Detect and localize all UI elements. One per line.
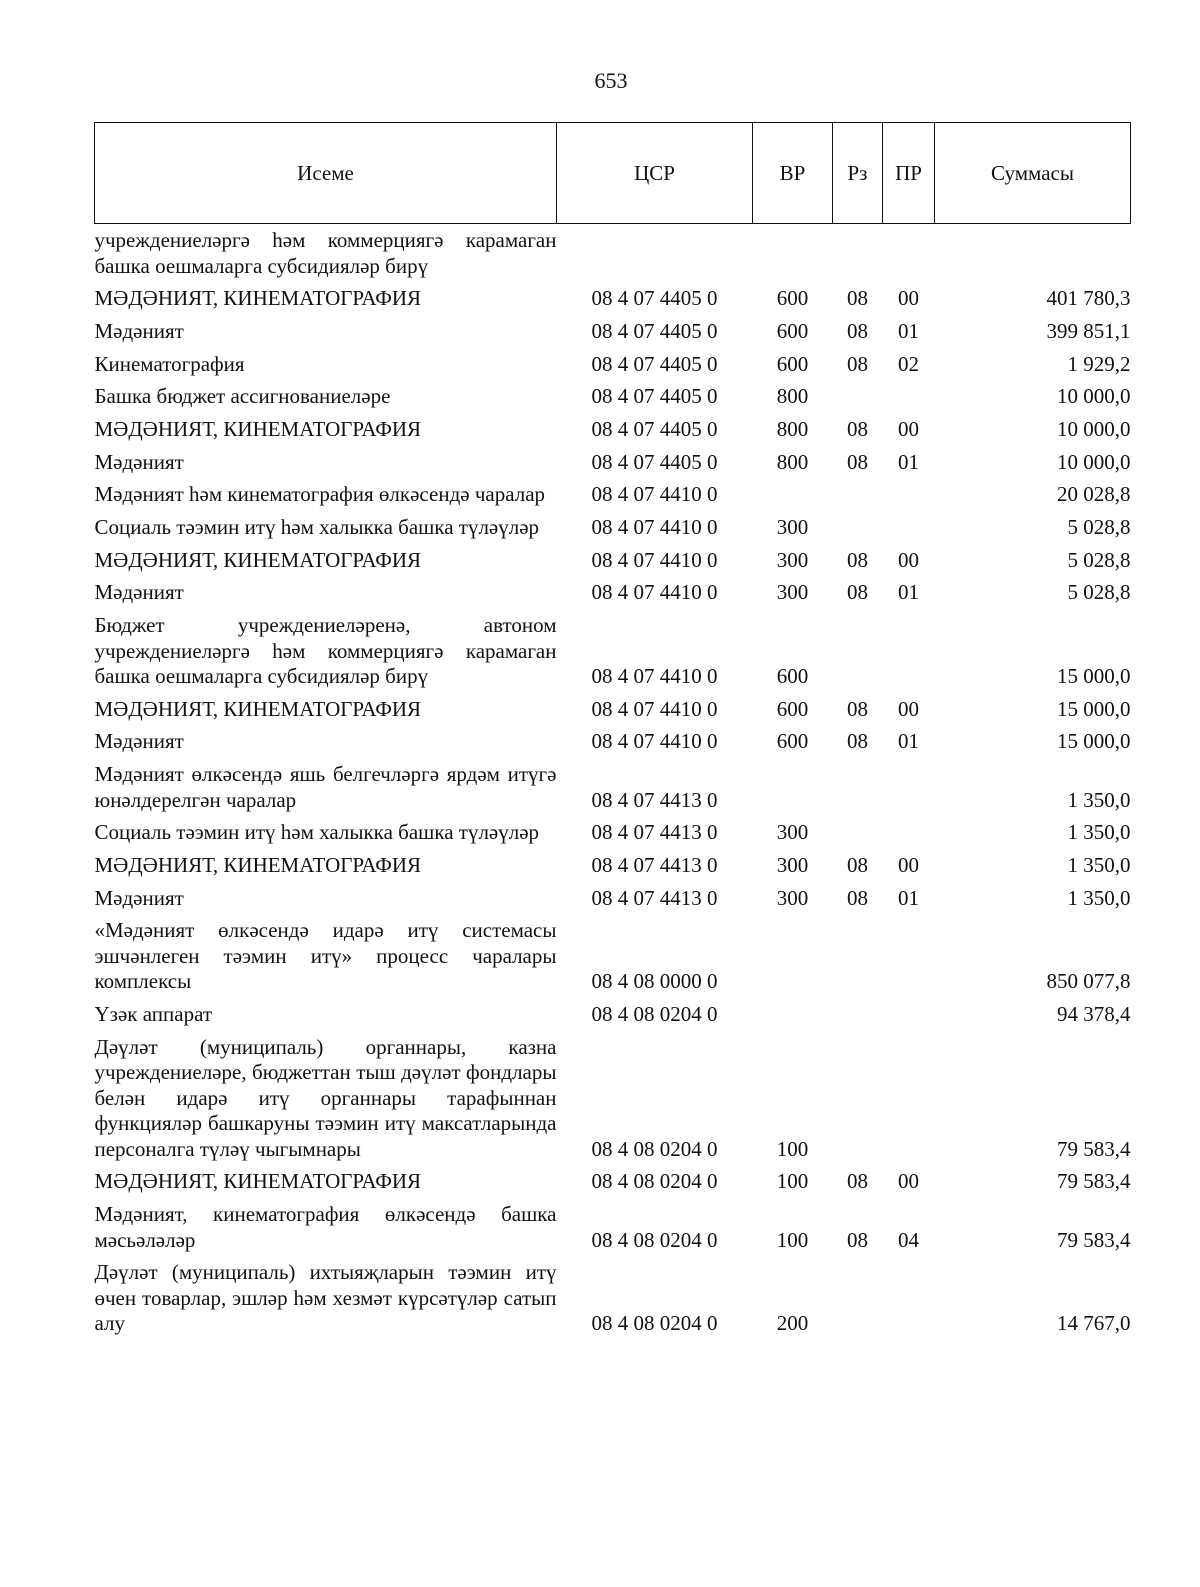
rz-cell: 08 [847,286,868,311]
table-row [95,1031,1131,1166]
csr-cell: 08 4 07 4410 0 [591,482,718,507]
csr-cell: 08 4 07 4410 0 [591,729,718,754]
page-number: 653 [594,68,628,93]
sum-cell: 5 028,8 [1067,515,1131,539]
vr-cell: 300 [776,515,809,539]
pr-cell [883,1031,935,1166]
pr-cell: 00 [898,286,919,311]
rz-cell [833,381,883,414]
rz-cell: 08 [847,318,868,343]
table-row [95,609,1131,693]
vr-cell: 800 [776,449,809,474]
column-header-vr: ВР [753,123,833,224]
csr-cell: 08 4 07 4405 0 [591,286,718,311]
rz-cell: 08 [847,547,868,572]
sum-cell: 14 767,0 [1057,1311,1131,1336]
table-row [95,726,1131,759]
sum-cell [935,224,1131,283]
csr-cell: 08 4 07 4413 0 [591,787,718,812]
sum-cell: 94 378,4 [1057,1002,1131,1027]
sum-cell: 399 851,1 [1046,318,1131,343]
table-row [95,446,1131,479]
pr-cell [883,915,935,999]
vr-cell: 600 [776,696,809,721]
sum-cell: 5 028,8 [1067,547,1131,572]
name-cell: Социаль тәэмин итү һәм халыкка башка түләүләр [94,515,540,539]
rz-cell [833,915,883,999]
table-row [95,1166,1131,1199]
rz-cell: 08 [847,853,868,877]
name-cell: МӘДӘНИЯТ, КИНЕМАТОГРАФИЯ [94,853,422,877]
table-row [95,759,1131,817]
pr-cell: 00 [898,1169,919,1194]
sum-cell: 10 000,0 [1057,384,1131,409]
name-cell: Башка бюджет ассигнованиеләре [94,384,391,409]
pr-cell: 01 [898,580,919,605]
rz-cell [833,511,883,544]
vr-cell: 300 [776,580,809,605]
rz-cell [833,998,883,1031]
name-cell: Дәүләт (муниципаль) ихтыяҗларын тәэмин итү өчен товарлар, эшләр һәм хезмәт күрсәтүләр сатып алу [94,1260,557,1336]
csr-cell: 08 4 07 4410 0 [591,664,718,689]
sum-cell: 5 028,8 [1067,580,1131,605]
table-row [95,544,1131,577]
table-row [95,283,1131,316]
rz-cell: 08 [847,729,868,754]
rz-cell [833,479,883,512]
vr-cell: 100 [776,1136,809,1161]
sum-cell: 1 929,2 [1067,351,1131,376]
column-header-name: Исеме [95,123,557,224]
pr-cell: 00 [898,547,919,572]
sum-cell: 1 350,0 [1067,820,1131,845]
pr-cell: 00 [898,696,919,721]
csr-cell [557,224,753,283]
vr-cell [753,224,833,283]
vr-cell: 600 [776,351,809,376]
table-row [95,224,1131,283]
sum-cell: 15 000,0 [1057,664,1131,689]
table-row [95,1257,1131,1341]
vr-cell: 800 [776,416,809,441]
name-cell: МӘДӘНИЯТ, КИНЕМАТОГРАФИЯ [94,696,422,721]
rz-cell: 08 [847,580,868,605]
vr-cell [753,915,833,999]
rz-cell [833,609,883,693]
csr-cell: 08 4 07 4413 0 [591,820,718,845]
pr-cell [883,998,935,1031]
name-cell: Мәдәният [94,885,184,910]
rz-cell: 08 [847,351,868,376]
rz-cell [833,1031,883,1166]
vr-cell [753,759,833,817]
pr-cell [883,609,935,693]
rz-cell: 08 [847,1227,868,1252]
csr-cell: 08 4 08 0204 0 [591,1002,718,1027]
sum-cell: 1 350,0 [1067,853,1131,877]
name-cell: Мәдәният һәм кинематография өлкәсендә чаралар [94,482,546,507]
vr-cell: 200 [776,1311,809,1336]
table-row [95,315,1131,348]
pr-cell [883,511,935,544]
csr-cell: 08 4 08 0204 0 [591,1169,718,1194]
vr-cell: 800 [776,384,809,409]
table-row [95,479,1131,512]
column-header-rz: Рз [833,123,883,224]
pr-cell [883,224,935,283]
name-cell: Үзәк аппарат [94,1002,213,1027]
csr-cell: 08 4 08 0204 0 [591,1311,718,1336]
sum-cell: 79 583,4 [1057,1136,1131,1161]
sum-cell: 79 583,4 [1057,1169,1131,1194]
sum-cell: 850 077,8 [1046,969,1131,994]
csr-cell: 08 4 07 4410 0 [591,515,718,539]
rz-cell [833,224,883,283]
csr-cell: 08 4 08 0000 0 [591,969,718,994]
sum-cell: 1 350,0 [1067,885,1131,910]
vr-cell: 300 [776,853,809,877]
csr-cell: 08 4 07 4405 0 [591,449,718,474]
sum-cell: 79 583,4 [1057,1227,1131,1252]
csr-cell: 08 4 08 0204 0 [591,1136,718,1161]
rz-cell: 08 [847,416,868,441]
vr-cell: 600 [776,318,809,343]
rz-cell: 08 [847,885,868,910]
table-row [95,511,1131,544]
csr-cell: 08 4 07 4405 0 [591,318,718,343]
name-cell: учреждениеләргә һәм коммерциягә карамаган башка оешмаларга субсидияләр бирү [94,228,557,278]
table-row [95,998,1131,1031]
column-header-csr: ЦСР [557,123,753,224]
csr-cell: 08 4 07 4410 0 [591,547,718,572]
rz-cell: 08 [847,1169,868,1194]
pr-cell: 04 [898,1227,919,1252]
vr-cell: 100 [776,1227,809,1252]
budget-table [94,122,1131,1340]
vr-cell [753,998,833,1031]
column-header-sum: Суммасы [935,123,1131,224]
pr-cell [883,1257,935,1341]
pr-cell: 01 [898,885,919,910]
sum-cell: 20 028,8 [1057,482,1131,507]
vr-cell: 600 [776,729,809,754]
rz-cell [833,817,883,850]
name-cell: Мәдәният [94,449,184,474]
vr-cell: 300 [776,885,809,910]
csr-cell: 08 4 07 4410 0 [591,580,718,605]
csr-cell: 08 4 07 4405 0 [591,416,718,441]
table-body [95,224,1131,1341]
csr-cell: 08 4 07 4410 0 [591,696,718,721]
column-header-pr: ПР [883,123,935,224]
sum-cell: 10 000,0 [1057,416,1131,441]
name-cell: Мәдәният өлкәсендә яшь белгечләргә ярдәм итүгә юнәлдерелгән чаралар [94,762,557,812]
table-row [95,882,1131,915]
vr-cell: 300 [776,547,809,572]
table-header-row [95,123,1131,224]
vr-cell: 300 [776,820,809,845]
name-cell: Мәдәният [94,580,184,605]
sum-cell: 401 780,3 [1046,286,1131,311]
pr-cell: 01 [898,729,919,754]
name-cell: Мәдәният, кинематография өлкәсендә башка мәсьәләләр [94,1202,557,1252]
table-row [95,381,1131,414]
csr-cell: 08 4 07 4413 0 [591,853,718,877]
name-cell: Мәдәният [94,729,184,754]
sum-cell: 1 350,0 [1067,787,1131,812]
rz-cell: 08 [847,449,868,474]
csr-cell: 08 4 07 4405 0 [591,384,718,409]
pr-cell: 01 [898,449,919,474]
pr-cell: 01 [898,318,919,343]
pr-cell: 00 [898,853,919,877]
table-row [95,1199,1131,1257]
rz-cell: 08 [847,696,868,721]
table-row [95,915,1131,999]
name-cell: Дәүләт (муниципаль) органнары, казна учреждениеләре, бюджеттан тыш дәүләт фондлары белән идарә итү органнары тарафыннан функцияләр башкаруны тәэмин итү максатларында персоналга түләү чыгымнары [94,1034,557,1161]
pr-cell [883,479,935,512]
name-cell: Мәдәният [94,318,184,343]
name-cell: «Мәдәният өлкәсендә идарә итү системасы эшчәнлеген тәэмин итү» процесс чаралары комплексы [94,918,557,994]
pr-cell: 02 [898,351,919,376]
vr-cell [753,479,833,512]
pr-cell [883,817,935,850]
name-cell: МӘДӘНИЯТ, КИНЕМАТОГРАФИЯ [94,416,422,441]
table-row [95,817,1131,850]
rz-cell [833,1257,883,1341]
pr-cell [883,759,935,817]
sum-cell: 15 000,0 [1057,729,1131,754]
name-cell: МӘДӘНИЯТ, КИНЕМАТОГРАФИЯ [94,547,422,572]
vr-cell: 600 [776,664,809,689]
pr-cell [883,381,935,414]
csr-cell: 08 4 07 4405 0 [591,351,718,376]
table-row [95,577,1131,610]
pr-cell: 00 [898,416,919,441]
table-row [95,693,1131,726]
vr-cell: 100 [776,1169,809,1194]
vr-cell: 600 [776,286,809,311]
table-row [95,413,1131,446]
csr-cell: 08 4 07 4413 0 [591,885,718,910]
table-row [95,348,1131,381]
name-cell: Бюджет учреждениеләренә, автоном учреждениеләргә һәм коммерциягә карамаган башка оешмаларга субсидияләр бирү [94,613,557,689]
csr-cell: 08 4 08 0204 0 [591,1227,718,1252]
table-row [95,849,1131,882]
name-cell: МӘДӘНИЯТ, КИНЕМАТОГРАФИЯ [94,1169,422,1194]
sum-cell: 10 000,0 [1057,449,1131,474]
rz-cell [833,759,883,817]
name-cell: Социаль тәэмин итү һәм халыкка башка түләүләр [94,820,540,845]
name-cell: Кинематография [94,351,245,376]
sum-cell: 15 000,0 [1057,696,1131,721]
name-cell: МӘДӘНИЯТ, КИНЕМАТОГРАФИЯ [94,286,422,311]
